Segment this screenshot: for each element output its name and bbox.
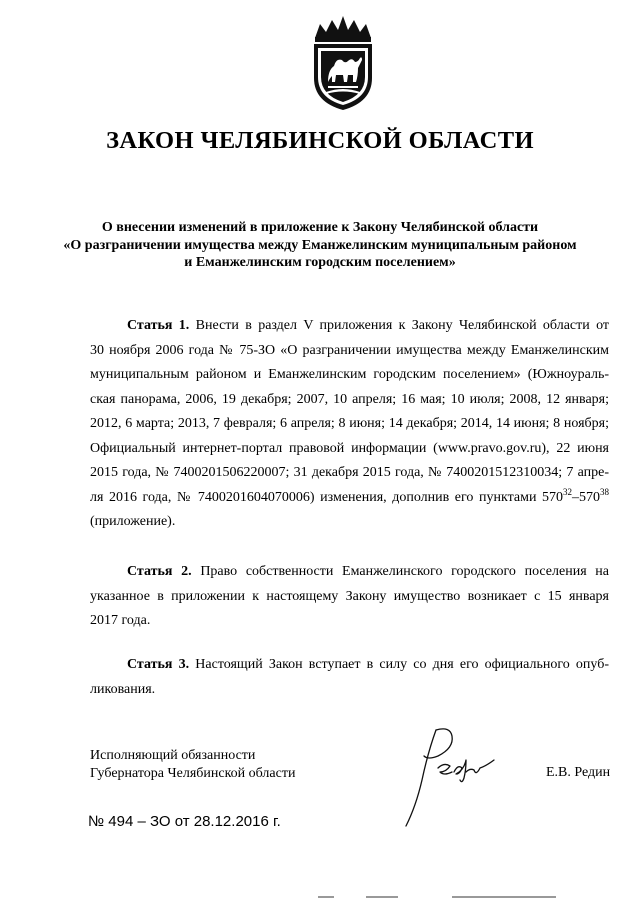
- article-heading: Статья 1.: [127, 318, 190, 333]
- article-text-line: Внести в раздел V приложения к Закону Челябинской области от: [195, 318, 610, 333]
- article-text-line: 30 ноября 2006 года № 75-ЗО «О разграничении имущества между Еманжелинским: [90, 342, 609, 358]
- article-text-line: указанное в приложении к настоящему Закону имущество возникает с 15 января: [90, 588, 609, 604]
- law-number-date: № 494 – ЗО от 28.12.2016 г.: [88, 813, 281, 830]
- article-heading: Статья 2.: [127, 564, 192, 579]
- handwritten-signature: [398, 722, 502, 832]
- superscript: 38: [600, 486, 609, 497]
- article-2: [90, 560, 609, 634]
- article-text-line: Официальный интернет-портал правовой информации (www.pravo.gov.ru), 22 июня: [90, 440, 609, 456]
- coat-of-arms-emblem: [298, 12, 388, 112]
- article-text-line: 2015 года, № 7400201506220007; 31 декабря 2015 года, № 7400201512310034; 7 апре-: [90, 465, 609, 480]
- superscript: 32: [563, 486, 572, 497]
- signatory-position-line: Исполняющий обязанности: [90, 748, 256, 763]
- signatory-position: [90, 747, 295, 782]
- article-heading: Статья 3.: [127, 657, 190, 672]
- subject-line: О внесении изменений в приложение к Закону Челябинской области: [101, 220, 539, 235]
- article-text-line: ликования.: [90, 681, 156, 697]
- law-title: ЗАКОН ЧЕЛЯБИНСКОЙ ОБЛАСТИ: [106, 127, 534, 154]
- law-subject: [60, 219, 580, 272]
- scan-edge-lines: [0, 895, 640, 899]
- article-text-line: Право собственности Еманжелинского городского поселения на: [200, 564, 610, 579]
- article-text-line: Настоящий Закон вступает в силу со дня его официального опуб-: [195, 657, 609, 672]
- article-1: [90, 314, 609, 535]
- article-text-line: [90, 486, 609, 511]
- signatory-name: Е.В. Редин: [546, 765, 611, 780]
- article-text-line: (приложение).: [90, 514, 176, 529]
- article-text-line: ская панорама, 2006, 19 декабря; 2007, 10 апреля; 16 мая; 10 июля; 2008, 12 января;: [90, 391, 609, 407]
- article-3: [90, 653, 609, 702]
- signatory-position-line: Губернатора Челябинской области: [90, 765, 296, 781]
- article-text-line: 2017 года.: [90, 613, 151, 628]
- subject-line: и Еманжелинским городским поселением»: [184, 255, 456, 270]
- article-text-line: муниципальным районом и Еманжелинским городским поселением» (Южноураль-: [90, 367, 609, 382]
- article-text-segment: ля 2016 года, № 7400201604070006) изменения, дополнив его пунктами 570: [90, 489, 563, 505]
- article-text-segment: –570: [572, 489, 600, 505]
- subject-line: «О разграничении имущества между Еманжелинским муниципальным районом: [63, 237, 577, 253]
- article-text-line: 2012, 6 марта; 2013, 7 февраля; 6 апреля; 8 июня; 14 декабря; 2014, 14 июня; 8 ноября;: [90, 416, 609, 431]
